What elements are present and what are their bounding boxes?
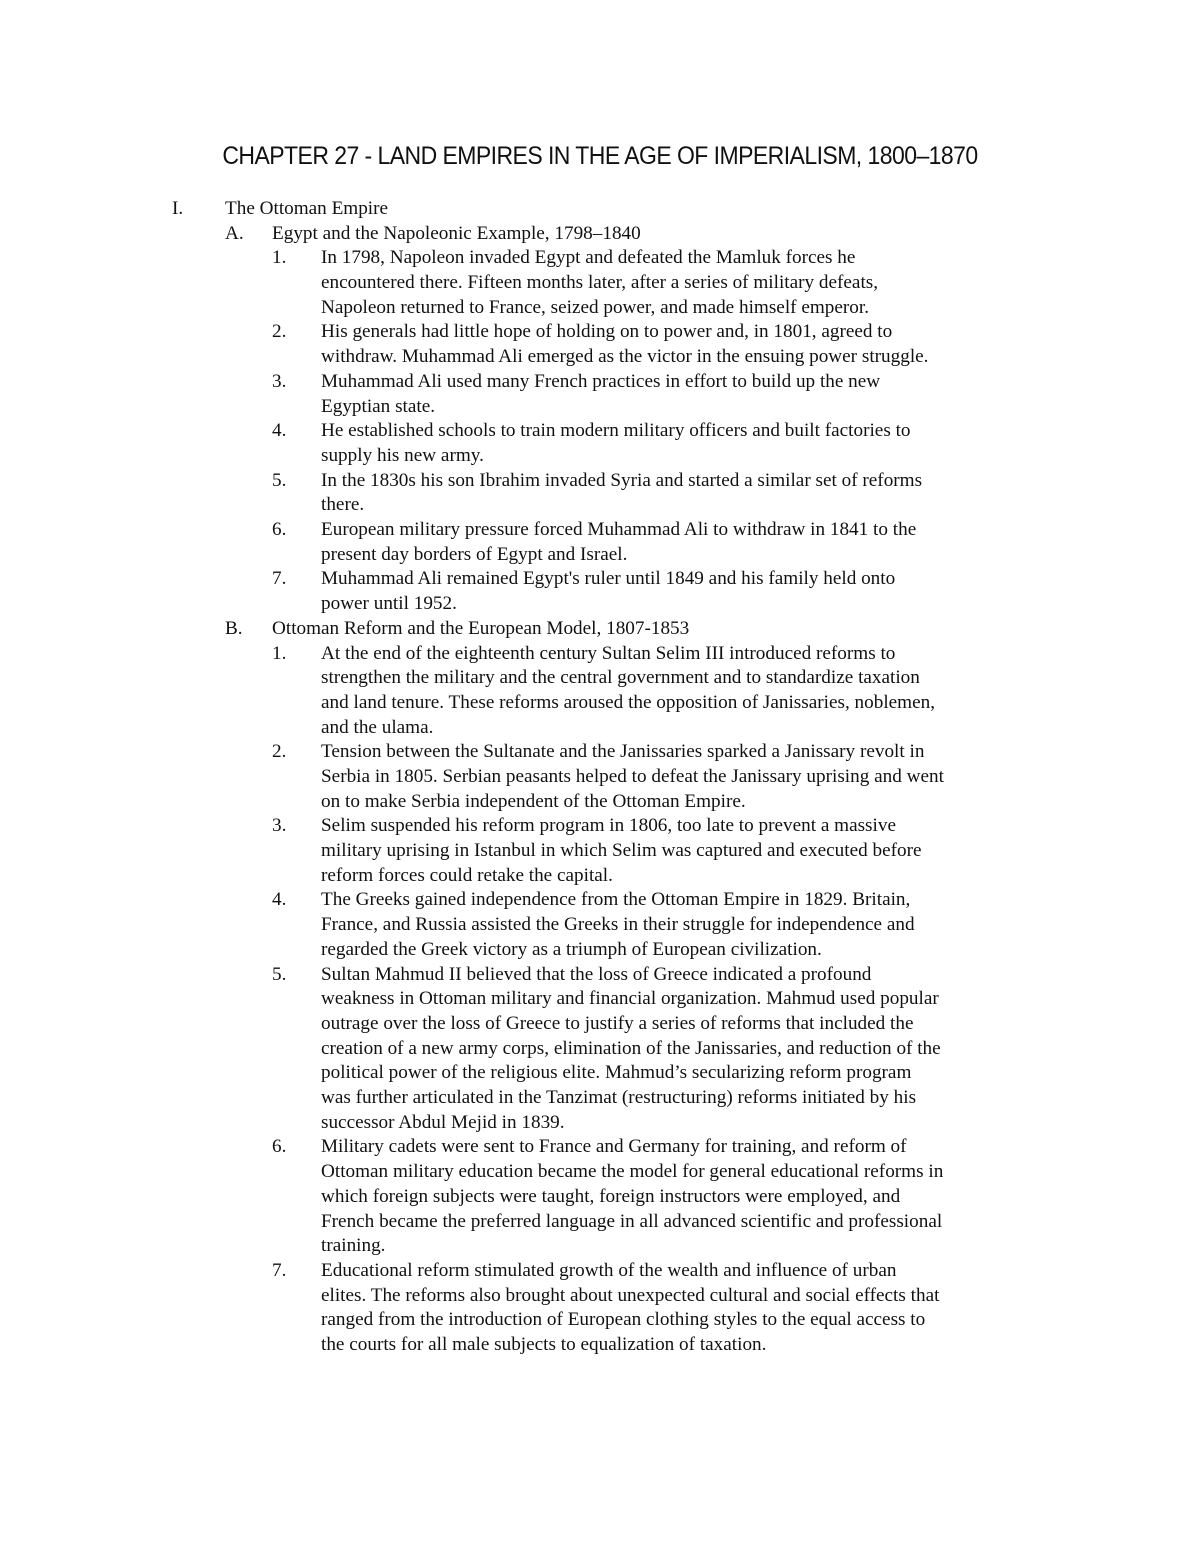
outline-marker: 6. — [272, 519, 287, 541]
outline-text-line: The Greeks gained independence from the Ottoman Empire in 1829. Britain, — [321, 889, 911, 911]
outline-text-line: which foreign subjects were taught, foreign instructors were employed, and — [321, 1185, 901, 1207]
outline-marker: 6. — [272, 1136, 287, 1158]
outline-text-line: was further articulated in the Tanzimat (restructuring) reforms initiated by his — [321, 1087, 917, 1109]
outline-text-line: French became the preferred language in all advanced scientific and professional — [321, 1210, 943, 1232]
outline-item — [0, 814, 1200, 888]
outline-text-line: Egyptian state. — [321, 395, 436, 417]
outline-item — [0, 518, 1200, 567]
outline-text-line: political power of the religious elite. Mahmud’s secularizing reform program — [321, 1062, 912, 1084]
outline-text-line: regarded the Greek victory as a triumph of European civilization. — [321, 938, 822, 960]
outline-item — [0, 642, 1200, 741]
outline-text — [321, 246, 878, 320]
outline-text-line: withdraw. Muhammad Ali emerged as the victor in the ensuing power struggle. — [321, 346, 929, 368]
outline-text-line: Ottoman military education became the model for general educational reforms in — [321, 1161, 944, 1183]
outline-marker: 3. — [272, 815, 287, 837]
outline-text-line: there. — [321, 494, 365, 516]
outline-text — [321, 963, 941, 1136]
outline-item — [0, 419, 1200, 468]
outline-text-line: present day borders of Egypt and Israel. — [321, 543, 628, 565]
outline-text-line: strengthen the military and the central government and to standardize taxation — [321, 667, 920, 689]
outline-text-line: outrage over the loss of Greece to justify a series of reforms that included the — [321, 1012, 914, 1034]
outline-text-line: military uprising in Istanbul in which Selim was captured and executed before — [321, 840, 922, 862]
outline-marker: 5. — [272, 469, 287, 491]
outline-text-line: and the ulama. — [321, 716, 434, 738]
outline-text — [321, 814, 922, 888]
outline-text — [225, 197, 388, 222]
outline-text-line: elites. The reforms also brought about unexpected cultural and social effects that — [321, 1284, 940, 1306]
outline-text-line: The Ottoman Empire — [225, 198, 389, 219]
outline-text-line: Napoleon returned to France, seized power, and made himself emperor. — [321, 296, 870, 318]
outline-text-line: Serbia in 1805. Serbian peasants helped to defeat the Janissary uprising and went — [321, 765, 944, 787]
outline-item — [0, 222, 1200, 247]
outline-text — [321, 419, 911, 468]
outline-text-line: In the 1830s his son Ibrahim invaded Syria and started a similar set of reforms — [321, 469, 923, 491]
outline-text-line: training. — [321, 1235, 386, 1257]
outline-marker: 2. — [272, 741, 287, 763]
outline-item — [0, 246, 1200, 320]
outline-text-line: power until 1952. — [321, 593, 457, 615]
outline-marker: 1. — [272, 642, 287, 664]
outline-text-line: ranged from the introduction of European clothing styles to the equal access to — [321, 1309, 926, 1331]
outline-text-line: Selim suspended his reform program in 1806, too late to prevent a massive — [321, 815, 896, 837]
outline-marker: 1. — [272, 247, 287, 269]
outline-text-line: France, and Russia assisted the Greeks in their struggle for independence and — [321, 914, 915, 936]
outline-text — [321, 320, 928, 369]
outline-marker: 7. — [272, 1259, 287, 1281]
outline-text — [321, 1135, 943, 1258]
outline-marker: 2. — [272, 321, 287, 343]
outline-text-line: Muhammad Ali used many French practices in effort to build up the new — [321, 370, 881, 392]
outline-item — [0, 617, 1200, 642]
outline-marker: 3. — [272, 370, 287, 392]
outline-text — [321, 888, 915, 962]
outline-marker: 4. — [272, 889, 287, 911]
outline-item — [0, 197, 1200, 222]
outline-text — [321, 1259, 939, 1358]
outline-text — [321, 567, 895, 616]
outline-marker: 4. — [272, 420, 287, 442]
outline-text-line: His generals had little hope of holding on to power and, in 1801, agreed to — [321, 321, 893, 343]
outline-text-line: the courts for all male subjects to equalization of taxation. — [321, 1334, 767, 1356]
outline-text-line: Military cadets were sent to France and Germany for training, and reform of — [321, 1136, 907, 1158]
outline-item — [0, 1259, 1200, 1358]
outline-item — [0, 888, 1200, 962]
outline-item — [0, 1135, 1200, 1259]
outline-text — [321, 518, 916, 567]
outline-item — [0, 963, 1200, 1136]
outline-text-line: In 1798, Napoleon invaded Egypt and defeated the Mamluk forces he — [321, 247, 856, 269]
outline-text — [321, 740, 944, 814]
outline-item — [0, 370, 1200, 419]
outline-marker: 5. — [272, 963, 287, 985]
outline-item — [0, 740, 1200, 814]
outline-text-line: Tension between the Sultanate and the Janissaries sparked a Janissary revolt in — [321, 741, 925, 763]
outline-marker: A. — [225, 222, 244, 244]
outline-text-line: weakness in Ottoman military and financial organization. Mahmud used popular — [321, 988, 939, 1010]
outline-text-line: reform forces could retake the capital. — [321, 864, 613, 886]
outline-item — [0, 320, 1200, 369]
chapter-title: CHAPTER 27 - LAND EMPIRES IN THE AGE OF IMPERIALISM, 1800–1870 — [222, 142, 978, 170]
outline-marker: I. — [172, 198, 184, 219]
outline-text — [321, 370, 880, 419]
outline-text-line: successor Abdul Mejid in 1839. — [321, 1111, 565, 1133]
outline-item — [0, 469, 1200, 518]
outline-text — [321, 642, 935, 741]
outline-text-line: Ottoman Reform and the European Model, 1807-1853 — [272, 617, 690, 639]
outline-text-line: Sultan Mahmud II believed that the loss of Greece indicated a profound — [321, 963, 872, 985]
outline-text-line: encountered there. Fifteen months later, after a series of military defeats, — [321, 272, 879, 294]
outline-text-line: creation of a new army corps, elimination of the Janissaries, and reduction of the — [321, 1037, 941, 1059]
outline-text-line: Educational reform stimulated growth of the wealth and influence of urban — [321, 1259, 897, 1281]
outline-text — [321, 469, 922, 518]
outline-item — [0, 567, 1200, 616]
outline-text — [272, 617, 689, 642]
outline-text-line: Muhammad Ali remained Egypt's ruler until 1849 and his family held onto — [321, 568, 896, 590]
outline-list — [0, 197, 1200, 1358]
outline-text-line: on to make Serbia independent of the Ottoman Empire. — [321, 790, 746, 812]
outline-text-line: and land tenure. These reforms aroused the opposition of Janissaries, noblemen, — [321, 691, 936, 713]
outline-text — [272, 222, 641, 247]
outline-text-line: He established schools to train modern military officers and built factories to — [321, 420, 911, 442]
outline-text-line: Egypt and the Napoleonic Example, 1798–1840 — [272, 222, 641, 244]
outline-marker: B. — [225, 617, 243, 639]
outline-text-line: European military pressure forced Muhammad Ali to withdraw in 1841 to the — [321, 519, 917, 541]
outline-text-line: At the end of the eighteenth century Sultan Selim III introduced reforms to — [321, 642, 896, 664]
outline-text-line: supply his new army. — [321, 444, 484, 466]
outline-marker: 7. — [272, 568, 287, 590]
